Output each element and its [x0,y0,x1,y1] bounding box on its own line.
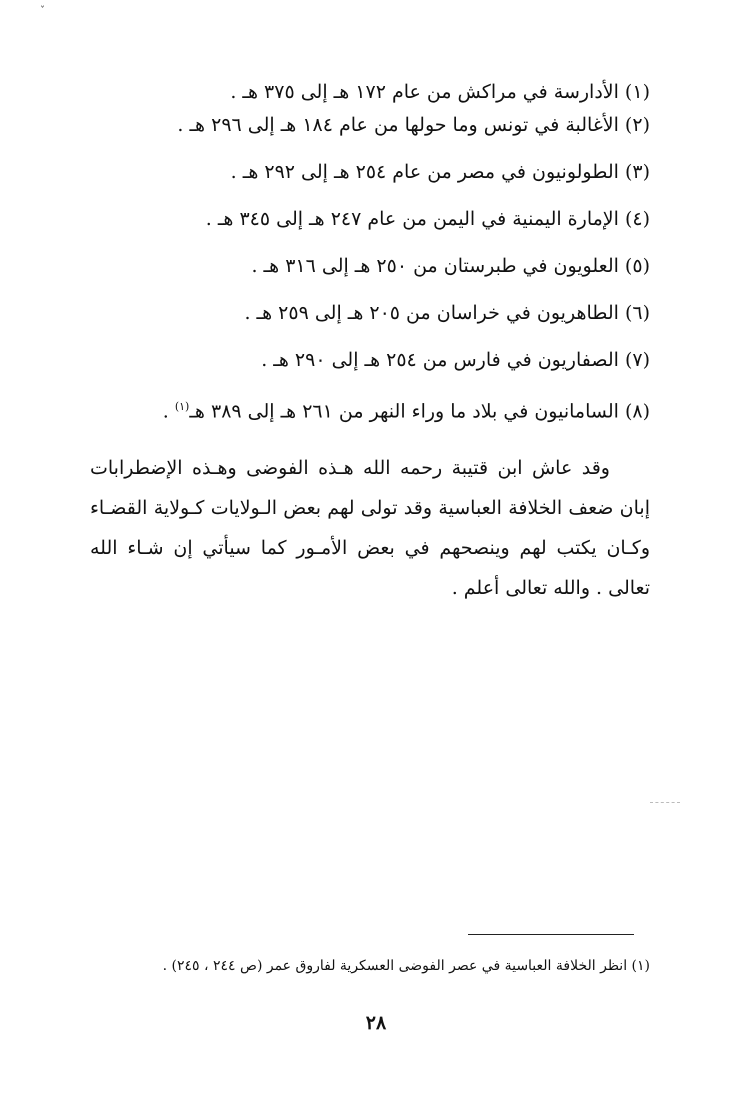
list-item [90,395,650,423]
footnote-divider [468,934,634,935]
footnote: (١) انظر الخلافة العباسية في عصر الفوضى العسكرية لفاروق عمر (ص ٢٤٤ ، ٢٤٥) . [162,958,650,974]
list-item: (٧) الصفاريون في فارس من ٢٥٤ هـ إلى ٢٩٠ هـ . [261,349,650,371]
list-item: (٥) العلويون في طبرستان من ٢٥٠ هـ إلى ٣١٦ هـ . [251,255,650,277]
paragraph-text: وقد عاش ابن قتيبة رحمه الله هـذه الفوضى وهـذه الإضطرابات إبان ضعف الخلافة العباسية وقد تولى لهم بعض الـولايات كـولاية القضـاء وكـان يكتب لهم وينصحهم في بعض الأمـور كما سيأتي إن شـاء الله تعالى . والله تعالى أعلم . [90,457,650,599]
corner-mark: ˇ [40,6,45,17]
body-paragraph [90,448,650,608]
dynasty-list [90,80,650,423]
list-item: (٣) الطولونيون في مصر من عام ٢٥٤ هـ إلى ٢٩٢ هـ . [230,161,650,183]
list-item: (١) الأدارسة في مراكش من عام ١٧٢ هـ إلى ٣٧٥ هـ . [230,81,650,103]
scan-mark [650,802,680,803]
footnote-reference: (١) [174,400,190,413]
list-item: (٤) الإمارة اليمنية في اليمن من عام ٢٤٧ هـ إلى ٣٤٥ هـ . [205,208,650,230]
page-number: ٢٨ [365,1012,387,1034]
list-item: (٢) الأغالبة في تونس وما حولها من عام ١٨٤ هـ إلى ٢٩٦ هـ . [177,114,650,136]
list-item-text: (٨) السامانيون في بلاد ما وراء النهر من ٢٦١ هـ إلى ٣٨٩ هـ [189,400,650,423]
list-item-tail: . [162,400,175,423]
list-item: (٦) الطاهريون في خراسان من ٢٠٥ هـ إلى ٢٥٩ هـ . [244,302,650,324]
